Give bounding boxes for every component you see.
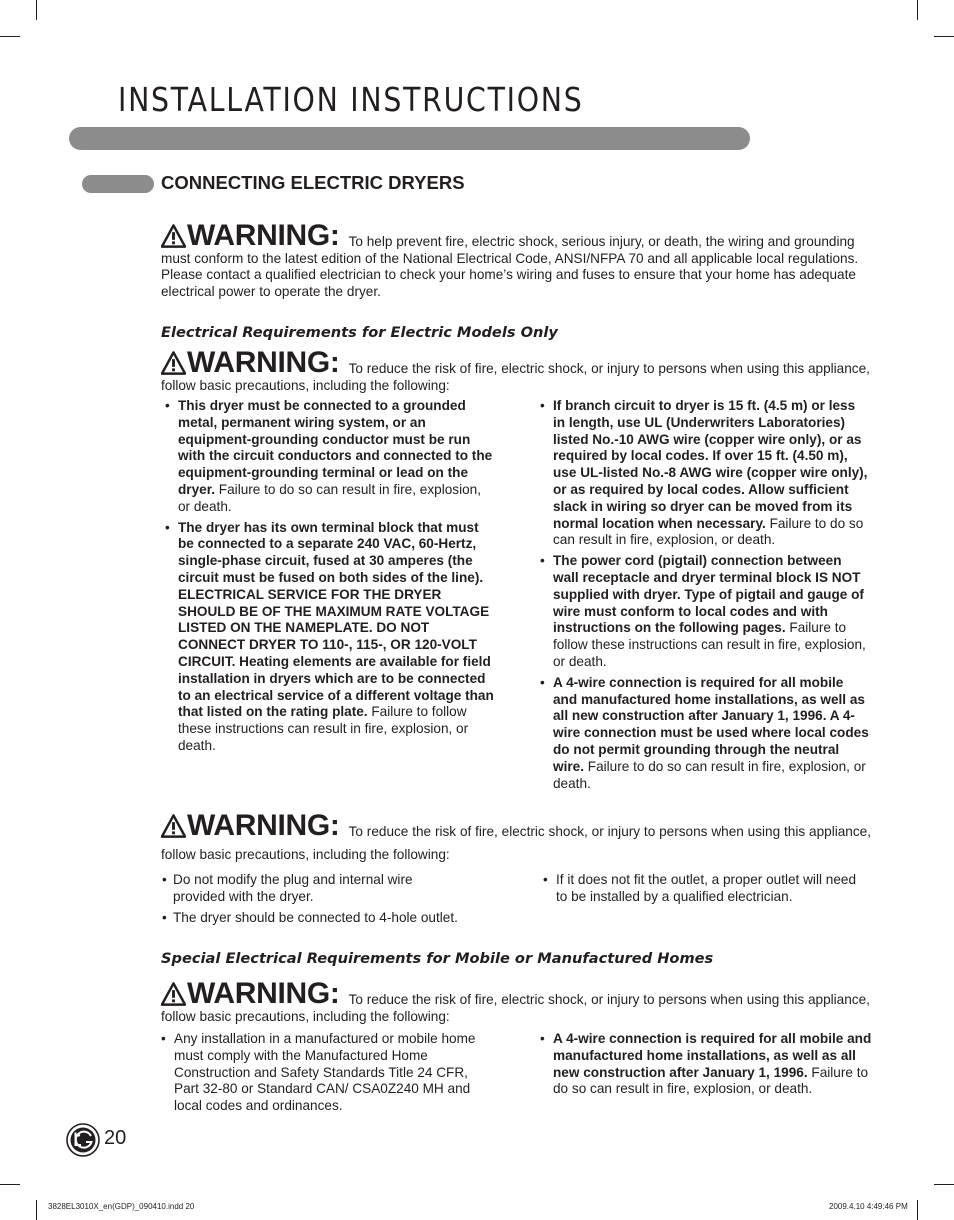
list-item: • The dryer has its own terminal block that must be connected to a separate 240 VAC, 60-Hertz, single-phase circuit, fused at 30 amperes (the circuit must be fused on both sides of the line). ELECTRICAL SERVICE FOR THE DRYER SHOULD BE OF THE MAXIMUM RATE VOLTAGE LISTED ON THE NAMEPLATE. DO NOT CONNECT DRYER TO 110-, 115-, OR 120-VOLT CIRCUIT. Heating elements are available for field installation in dryers which are to be connected to an electrical service of a different voltage than that listed on the rating plate. Failure to follow these instructions can result in fire, explosion, or death. — [165, 520, 495, 755]
crop-mark — [0, 36, 20, 37]
footer-file-name: 3828EL3010X_en(GDP)_090410.indd 20 — [48, 1202, 195, 1211]
warning-label: WARNING: — [161, 349, 340, 377]
plug-right-column — [543, 872, 863, 910]
page-number: 20 — [104, 1127, 127, 1149]
warning-text: To help prevent fire, electric shock, serious injury, or death, the wiring and grounding must conform to the latest edition of the National Electrical Code, ANSI/NFPA 70 and all applicable local regulations. Please contact a qualified electrician to check your home’s wiring and fuses to ensure that your home has adequate electrical power to operate the dryer. — [161, 234, 859, 299]
warning-triangle-icon — [161, 982, 186, 1006]
list-item: • The dryer should be connected to 4-hole outlet. — [162, 910, 462, 927]
list-item: • This dryer must be connected to a grounded metal, permanent wiring system, or an equipment-grounding conductor must be run with the circuit conductors and connected to the equipment-grounding terminal or lead on the dryer. Failure to do so can result in fire, explosion, or death. — [165, 398, 495, 516]
warning-triangle-icon — [161, 351, 186, 375]
subheading-electrical-requirements: Electrical Requirements for Electric Models Only — [161, 324, 558, 341]
mobile-left-column — [161, 1031, 496, 1119]
crop-mark — [36, 1200, 37, 1220]
section-marker — [82, 175, 154, 193]
warning-triangle-icon — [161, 224, 186, 248]
mobile-right-column — [540, 1031, 875, 1102]
warning-text: To reduce the risk of fire, electric shock, or injury to persons when using this appliance, follow basic precautions, including the following: — [161, 361, 870, 393]
warning-block-plug — [161, 809, 871, 866]
warning-label: WARNING: — [161, 812, 340, 840]
crop-mark — [934, 1184, 954, 1185]
warning-block-general — [161, 219, 871, 300]
list-item: • If branch circuit to dryer is 15 ft. (4.5 m) or less in length, use UL (Underwriters Laboratories) listed No.-10 AWG wire (copper wire only), or as required by local codes. If over 15 ft. (4.50 m), use UL-listed No.-8 AWG wire (copper wire only), or as required by local codes. Allow sufficient slack in wiring so dryer can be moved from its normal location when necessary. Failure to do so can result in fire, explosion, or death. — [540, 398, 870, 549]
warning-text: To reduce the risk of fire, electric shock, or injury to persons when using this appliance, follow basic precautions, including the following: — [161, 824, 871, 862]
crop-mark — [0, 1184, 20, 1185]
lg-logo-icon — [66, 1123, 100, 1157]
crop-mark — [917, 0, 918, 20]
warning-block-electrical — [161, 346, 871, 394]
list-item: • A 4-wire connection is required for all mobile and manufactured home installations, as well as all new construction after January 1, 1996. Failure to do so can result in fire, explosion, or death. — [540, 1031, 875, 1098]
section-heading: CONNECTING ELECTRIC DRYERS — [161, 172, 465, 193]
list-item: • Any installation in a manufactured or mobile home must comply with the Manufactured Home Construction and Safety Standards Title 24 CFR, Part 32-80 or Standard CAN/ CSA0Z240 MH and local codes and ordinances. — [161, 1031, 496, 1115]
title-bar — [69, 127, 750, 150]
electrical-left-column — [165, 398, 495, 759]
list-item: • The power cord (pigtail) connection between wall receptacle and dryer terminal block IS NOT supplied with dryer. Type of pigtail and gauge of wire must conform to local codes and with instructions on the following pages. Failure to follow these instructions can result in fire, explosion, or death. — [540, 553, 870, 671]
warning-text: To reduce the risk of fire, electric shock, or injury to persons when using this appliance, follow basic precautions, including the following: — [161, 992, 870, 1024]
warning-label: WARNING: — [161, 980, 340, 1008]
footer-timestamp: 2009.4.10 4:49:46 PM — [829, 1202, 908, 1211]
crop-mark — [934, 36, 954, 37]
warning-block-mobile — [161, 977, 871, 1025]
list-item: • A 4-wire connection is required for all mobile and manufactured home installations, as well as all new construction after January 1, 1996. A 4-wire connection must be used where local codes do not permit grounding through the neutral wire. Failure to do so can result in fire, explosion, or death. — [540, 675, 870, 793]
crop-mark — [36, 0, 37, 20]
subheading-mobile-homes: Special Electrical Requirements for Mobile or Manufactured Homes — [161, 950, 714, 967]
page-title: INSTALLATION INSTRUCTIONS — [118, 80, 584, 119]
list-item: • If it does not fit the outlet, a proper outlet will need to be installed by a qualified electrician. — [543, 872, 863, 906]
plug-left-column — [162, 872, 462, 930]
electrical-right-column — [540, 398, 870, 796]
warning-label: WARNING: — [161, 222, 340, 250]
warning-triangle-icon — [161, 814, 186, 838]
crop-mark — [917, 1200, 918, 1220]
list-item: • Do not modify the plug and internal wire provided with the dryer. — [162, 872, 462, 906]
